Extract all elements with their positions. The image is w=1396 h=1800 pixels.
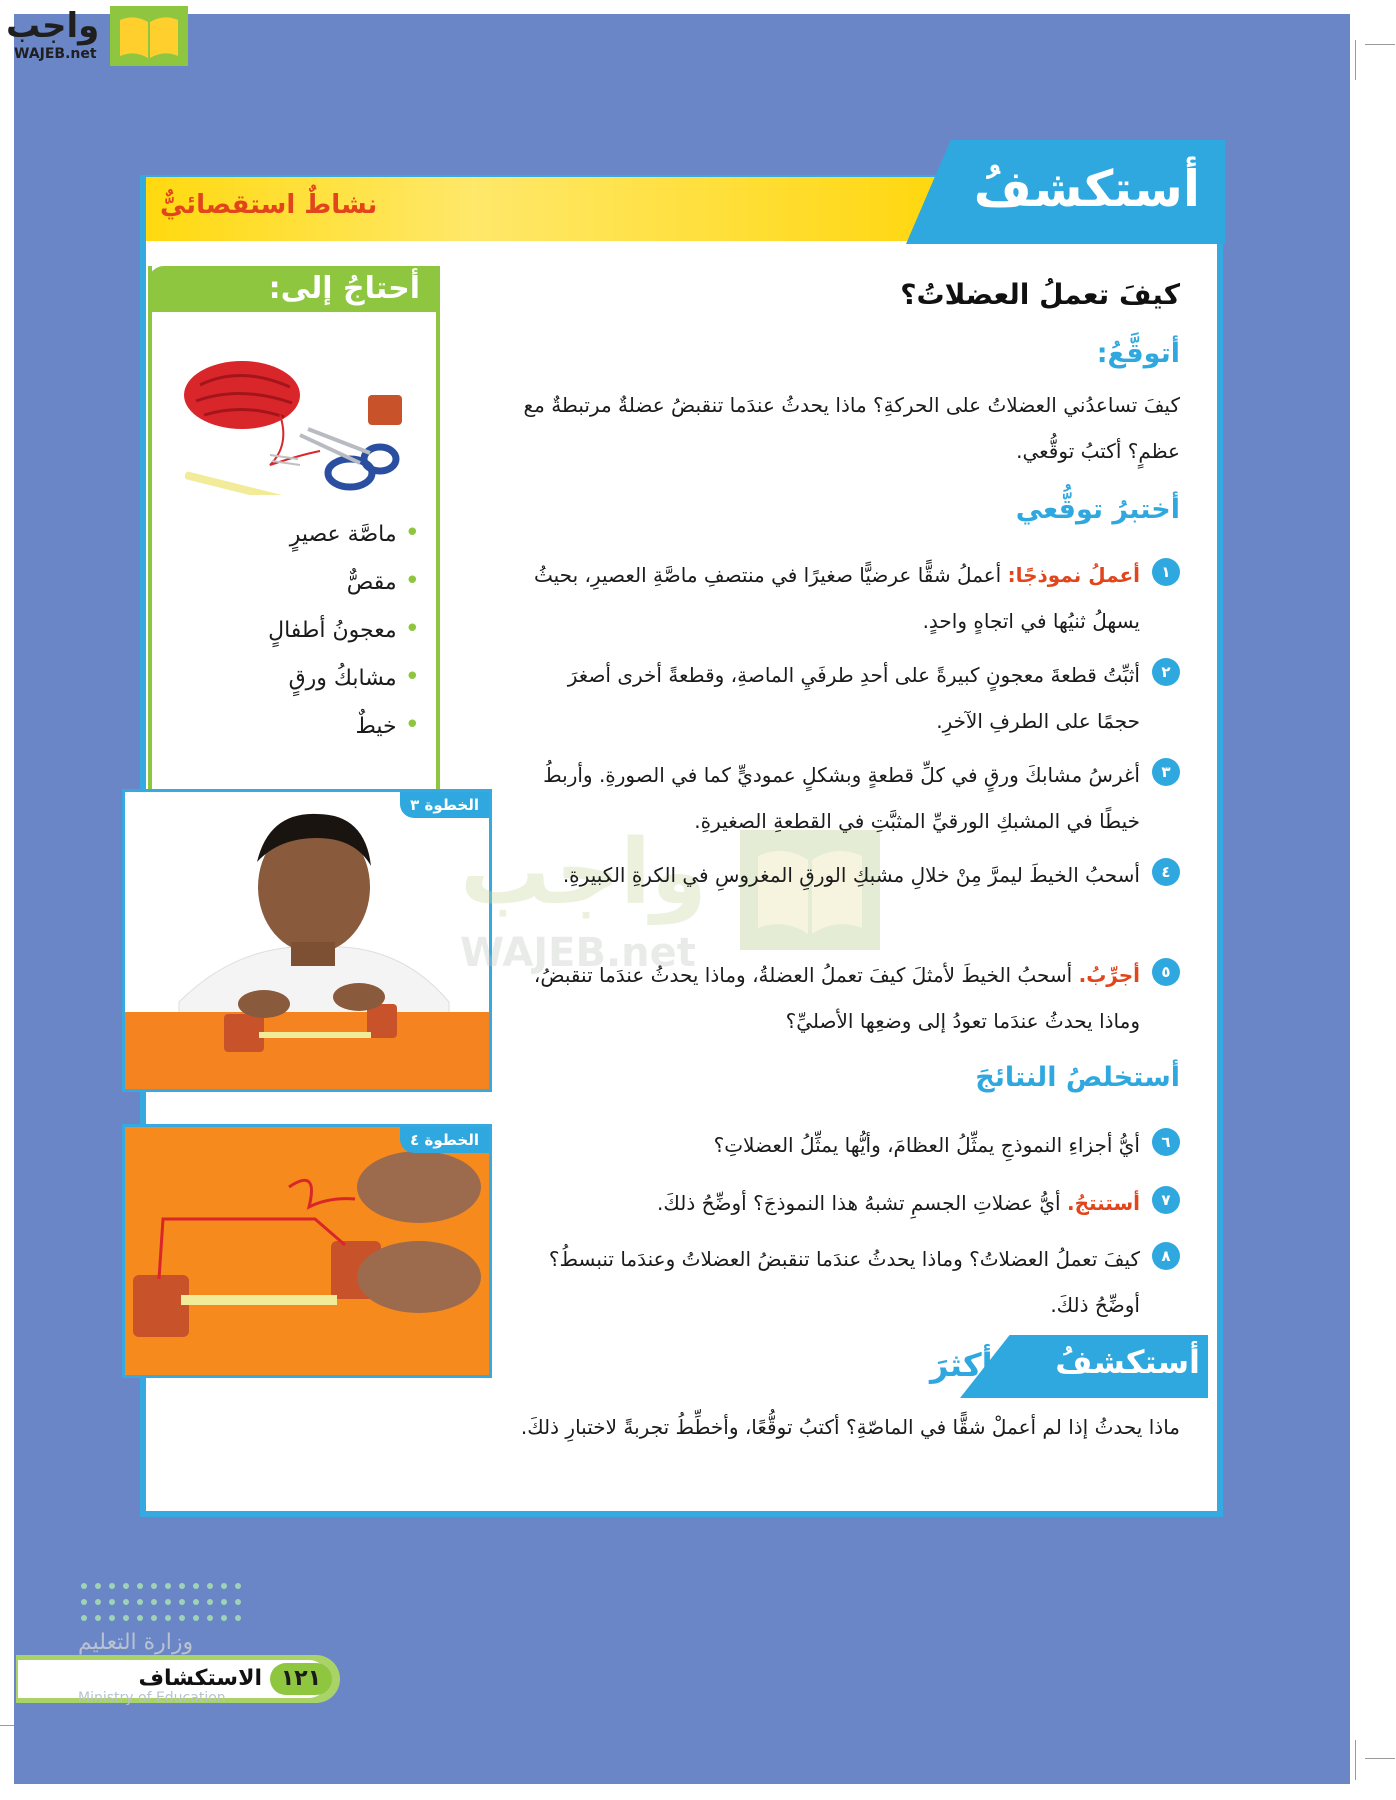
- step-body: كيفَ تعملُ العضلاتُ؟ وماذا يحدثُ عندَما تنقبضُ العضلاتُ وعندَما تنبسطُ؟ أوضِّحُ ذلكَ.: [548, 1247, 1140, 1317]
- explore-more-text: ماذا يحدثُ إذا لم أعملْ شقًّا في الماصّةِ؟ أكتبُ توقُّعًا، وأخطِّطُ تجربةً لاختبارِ ذلكَ.: [520, 1415, 1180, 1439]
- step-number: ٨: [1152, 1242, 1180, 1270]
- step-body: أعملُ شقًّا عرضيًّا صغيرًا في منتصفِ ماصَّةِ العصيرِ، بحيثُ يسهلُ ثنيُها في اتجاهٍ واحدٍ.: [533, 563, 1140, 633]
- step-body: أثبِّتُ قطعةَ معجونٍ كبيرةً على أحدِ طرفَيِ الماصةِ، وقطعةً أخرى أصغرَ حجمًا على الطرفِ الآخرِ.: [567, 663, 1140, 733]
- step-number: ٤: [1152, 858, 1180, 886]
- crop-mark: [1365, 1758, 1395, 1759]
- crop-mark: [0, 1725, 14, 1726]
- chapter-label: الاستكشاف: [138, 1666, 262, 1691]
- watermark-text: واجب: [460, 820, 707, 925]
- main-question: كيفَ تعملُ العضلاتُ؟: [900, 278, 1180, 311]
- step-number: ١: [1152, 558, 1180, 586]
- step-body: أسحبُ الخيطَ ليمرَّ مِنْ خلالِ مشبكِ الورقِ المغروسِ في الكرةِ الكبيرةِ.: [562, 863, 1140, 887]
- activity-label: نشاطٌ استقصائيٌّ: [160, 190, 378, 220]
- predict-heading: أتوقَّعُ:: [1096, 338, 1180, 369]
- step3-photo: [122, 789, 492, 1092]
- step-body: أيُّ أجزاءِ النموذجِ يمثِّلُ العظامَ، وأيُّها يمثِّلُ العضلاتِ؟: [713, 1133, 1140, 1157]
- materials-title: أحتاجُ إلى:: [268, 271, 420, 306]
- logo-text: واجب: [6, 6, 100, 46]
- crop-mark: [1365, 44, 1395, 45]
- materials-illustration: [180, 355, 410, 495]
- step-body: أسحبُ الخيطَ لأمثلَ كيفَ تعملُ العضلةُ، وماذا يحدثُ عندَما تنقبضُ، وماذا يحدثُ عندَما تعودُ إلى وضعِها الأصليِّ؟: [533, 963, 1140, 1033]
- step3-badge: الخطوة ٣: [400, 792, 489, 818]
- step4-photo: [122, 1124, 492, 1378]
- step-text: [520, 852, 1140, 898]
- step-text: [520, 552, 1140, 644]
- site-logo: [0, 0, 200, 72]
- step-number: ٣: [1152, 758, 1180, 786]
- material-item: • مقصٌّ: [230, 561, 420, 609]
- step-text: [520, 1122, 1140, 1168]
- step-text: [520, 1180, 1140, 1226]
- step-text: [520, 752, 1140, 844]
- logo-subtext: WAJEB.net: [14, 46, 97, 62]
- watermark-subtext: WAJEB.net: [460, 930, 696, 976]
- book-icon: [110, 6, 188, 66]
- step-body: أيُّ عضلاتِ الجسمِ تشبهُ هذا النموذجَ؟ أوضِّحُ ذلكَ.: [657, 1191, 1067, 1215]
- step-keyword: أعملُ نموذجًا:: [1007, 563, 1140, 587]
- step-number: ٢: [1152, 658, 1180, 686]
- step-text: [520, 1236, 1140, 1328]
- step4-badge: الخطوة ٤: [400, 1127, 489, 1153]
- material-item: • ماصَّة عصيرٍ: [230, 513, 420, 561]
- test-heading: أختبرُ توقُّعي: [1015, 494, 1180, 525]
- material-item: • مشابكُ ورقٍ: [230, 657, 420, 705]
- material-item: • معجونُ أطفالٍ: [230, 609, 420, 657]
- ministry-name-arabic: وزارة التعليم: [78, 1630, 194, 1655]
- conclude-heading: أستخلصُ النتائجَ: [975, 1062, 1180, 1093]
- step-number: ٥: [1152, 958, 1180, 986]
- section-title: أستكشفُ: [973, 160, 1200, 218]
- ministry-logo-dots: [78, 1580, 248, 1624]
- materials-list: [230, 513, 420, 753]
- boy-with-model-image: [122, 792, 489, 1092]
- step-keyword: أستنتجُ.: [1066, 1191, 1140, 1215]
- step-body: أغرسُ مشابكَ ورقٍ في كلِّ قطعةٍ وبشكلٍ عموديٍّ كما في الصورةِ. وأربطُ خيطًا في المشبكِ الورقيِّ المثبَّتِ في القطعةِ الصغيرةِ.: [543, 763, 1140, 833]
- page-number: ١٢١: [270, 1663, 332, 1695]
- step-number: ٦: [1152, 1128, 1180, 1156]
- crop-mark: [1355, 1740, 1356, 1780]
- material-item: • خيطٌ: [230, 705, 420, 753]
- explore-more-title: أستكشفُ: [1055, 1343, 1200, 1381]
- step-text: [520, 652, 1140, 744]
- step-text: [520, 952, 1140, 1044]
- hands-with-model-image: [122, 1127, 489, 1378]
- explore-more-subtitle: أكثرَ: [930, 1346, 993, 1384]
- crop-mark: [1355, 40, 1356, 80]
- predict-text: كيفَ تساعدُني العضلاتُ على الحركةِ؟ ماذا يحدثُ عندَما تنقبضُ عضلةٌ مرتبطةٌ مع عظمٍ؟ أكتبُ توقُّعي.: [523, 393, 1180, 463]
- ministry-name-english: Ministry of Education: [78, 1690, 226, 1706]
- step-keyword: أجرِّبُ.: [1078, 963, 1140, 987]
- step-number: ٧: [1152, 1186, 1180, 1214]
